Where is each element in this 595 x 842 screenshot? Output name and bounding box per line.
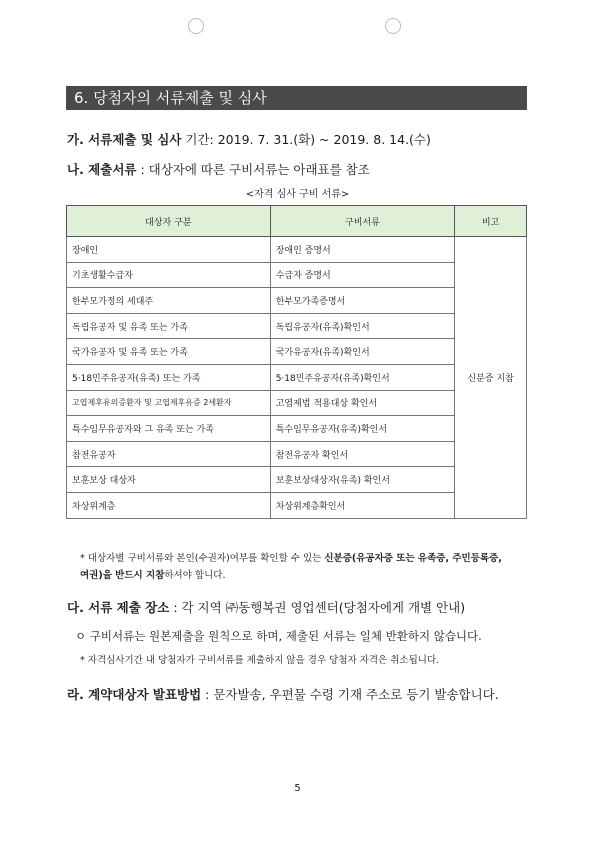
target-cell: 기초생활수급자 xyxy=(67,262,271,288)
section-title: 6. 당첨자의 서류제출 및 심사 xyxy=(66,86,527,110)
document-cell: 수급자 증명서 xyxy=(270,262,454,288)
documents-text: : 대상자에 따른 구비서류는 아래표를 참조 xyxy=(136,162,370,177)
announcement-line xyxy=(67,685,499,703)
header-documents: 구비서류 xyxy=(270,206,454,237)
footnote-id-bold-2: 여권)을 반드시 지참 xyxy=(80,570,165,581)
document-cell: 장애인 증명서 xyxy=(270,237,454,263)
page-number: 5 xyxy=(294,783,301,794)
target-cell: 독립유공자 및 유족 또는 가족 xyxy=(67,313,271,339)
document-cell: 독립유공자(유족)확인서 xyxy=(270,313,454,339)
footnote-id-required xyxy=(80,550,525,584)
document-cell: 보훈보상대상자(유족) 확인서 xyxy=(270,467,454,493)
announcement-text: : 문자발송, 우편물 수령 기재 주소로 등기 발송합니다. xyxy=(201,687,499,702)
period-text: 기간: 2019. 7. 31.(화) ~ 2019. 8. 14.(수) xyxy=(181,132,431,147)
document-table xyxy=(66,205,527,519)
announcement-label: 라. 계약대상자 발표방법 xyxy=(67,687,202,702)
table-caption: <자격 심사 구비 서류> xyxy=(245,189,350,200)
footnote-id-text: * 대상자별 구비서류와 본인(수권자)여부를 확인할 수 있는 xyxy=(80,553,325,564)
document-cell: 특수임무유공자(유족)확인서 xyxy=(270,416,454,442)
document-cell: 한부모가족증명서 xyxy=(270,288,454,314)
footnote-cancel: * 자격심사기간 내 당첨자가 구비서류를 제출하지 않을 경우 당첨자 자격은 취소됩니다. xyxy=(80,655,440,666)
target-cell: 특수임무유공자와 그 유족 또는 가족 xyxy=(67,416,271,442)
table-row xyxy=(67,237,527,263)
target-cell: 한부모가정의 세대주 xyxy=(67,288,271,314)
header-target: 대상자 구분 xyxy=(67,206,271,237)
documents-label: 나. 제출서류 xyxy=(67,162,137,177)
submission-place-text: : 각 지역 ㈜동행복권 영업센터(당첨자에게 개별 안내) xyxy=(169,600,466,615)
document-cell: 차상위계층확인서 xyxy=(270,492,454,518)
header-note: 비고 xyxy=(455,206,527,237)
documents-line xyxy=(67,160,370,178)
document-cell: 고엽제법 적용대상 확인서 xyxy=(270,390,454,416)
period-line xyxy=(67,130,431,148)
document-cell: 5·18민주유공자(유족)확인서 xyxy=(270,364,454,390)
target-cell: 차상위계층 xyxy=(67,492,271,518)
target-cell: 고엽제후유의증환자 및 고엽제후유증 2세환자 xyxy=(67,390,271,416)
target-cell: 국가유공자 및 유족 또는 가족 xyxy=(67,339,271,365)
punch-hole-right xyxy=(385,18,401,34)
document-cell: 참전유공자 확인서 xyxy=(270,441,454,467)
period-label: 가. 서류제출 및 심사 xyxy=(67,132,182,147)
punch-hole-left xyxy=(188,18,204,34)
table-header-row xyxy=(67,206,527,237)
target-cell: 참전유공자 xyxy=(67,441,271,467)
submission-place-line xyxy=(67,598,465,616)
submission-place-label: 다. 서류 제출 장소 xyxy=(67,600,170,615)
footnote-id-bold: 신분증(유공자증 또는 유족증, 주민등록증, xyxy=(324,553,502,564)
target-cell: 장애인 xyxy=(67,237,271,263)
note-cell: 신분증 지참 xyxy=(455,237,527,519)
document-cell: 국가유공자(유족)확인서 xyxy=(270,339,454,365)
target-cell: 보훈보상 대상자 xyxy=(67,467,271,493)
target-cell: 5·18민주유공자(유족) 또는 가족 xyxy=(67,364,271,390)
original-docs-bullet: ㅇ 구비서류는 원본제출을 원칙으로 하며, 제출된 서류는 일체 반환하지 않습니다. xyxy=(75,629,482,643)
footnote-id-end: 하셔야 합니다. xyxy=(164,570,226,581)
